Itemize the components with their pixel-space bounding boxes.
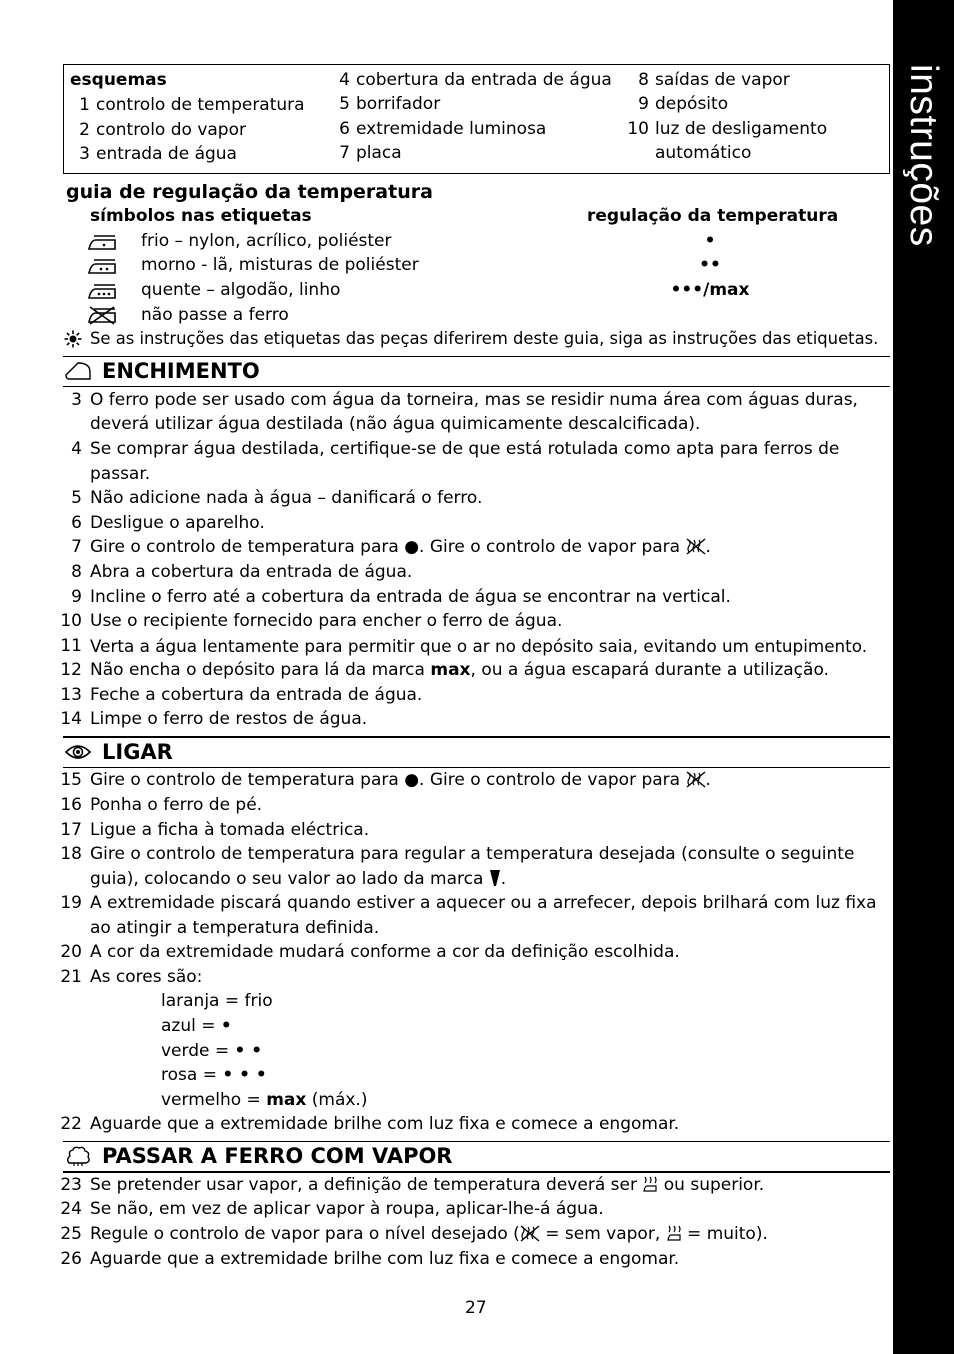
scheme-num: 8 bbox=[638, 70, 649, 90]
item-text: Feche a cobertura da entrada de água. bbox=[90, 685, 423, 705]
scheme-num: 2 bbox=[79, 120, 90, 140]
item-number: 9 bbox=[71, 587, 82, 607]
scheme-label: extremidade luminosa bbox=[356, 119, 547, 139]
item-number: 24 bbox=[60, 1199, 82, 1219]
eye-icon bbox=[64, 741, 92, 763]
item-text: passar. bbox=[90, 464, 151, 484]
scheme-label: placa bbox=[356, 143, 402, 163]
item-text: guia), colocando o seu valor ao lado da marca . bbox=[90, 869, 507, 889]
item-text: Gire o controlo de temperatura para regular a temperatura desejada (consulte o seguinte bbox=[90, 844, 855, 864]
item-text: Use o recipiente fornecido para encher o ferro de água. bbox=[90, 611, 563, 631]
guide-row-label: não passe a ferro bbox=[141, 305, 289, 325]
color-line: vermelho = max (máx.) bbox=[161, 1090, 368, 1110]
steam-off-icon bbox=[686, 537, 706, 555]
item-number: 19 bbox=[60, 893, 82, 913]
item-text: A extremidade piscará quando estiver a aquecer ou a arrefecer, depois brilhará com luz fixa bbox=[90, 893, 877, 913]
item-text: Abra a cobertura da entrada de água. bbox=[90, 562, 413, 582]
guide-col-symbols: símbolos nas etiquetas bbox=[90, 206, 312, 226]
item-text: Regule o controlo de vapor para o nível desejado ( = sem vapor, = muito). bbox=[90, 1224, 768, 1244]
iron-two-dots-icon bbox=[86, 256, 118, 276]
item-number: 10 bbox=[60, 611, 82, 631]
guide-row-setting: • bbox=[704, 231, 716, 251]
item-text: Não encha o depósito para lá da marca max, ou a água escapará durante a utilização. bbox=[90, 660, 829, 680]
steam-level-icon bbox=[642, 1175, 658, 1193]
item-text: Se não, em vez de aplicar vapor à roupa, aplicar-lhe-á água. bbox=[90, 1199, 604, 1219]
item-text: Aguarde que a extremidade brilhe com luz fixa e comece a engomar. bbox=[90, 1249, 680, 1269]
item-number: 5 bbox=[71, 488, 82, 508]
dot-icon: ● bbox=[404, 770, 420, 790]
section-title-steam: PASSAR A FERRO COM VAPOR bbox=[102, 1144, 453, 1168]
item-number: 15 bbox=[60, 770, 82, 790]
steam-max-icon bbox=[666, 1224, 682, 1242]
item-text: Desligue o aparelho. bbox=[90, 513, 265, 533]
item-text: Ponha o ferro de pé. bbox=[90, 795, 263, 815]
item-number: 20 bbox=[60, 942, 82, 962]
item-number: 11 bbox=[60, 636, 82, 656]
item-text: ao atingir a temperatura definida. bbox=[90, 918, 380, 938]
item-text: O ferro pode ser usado com água da torneira, mas se residir numa área com águas duras, bbox=[90, 390, 858, 410]
item-number: 8 bbox=[71, 562, 82, 582]
item-number: 21 bbox=[60, 967, 82, 987]
schemes-title: esquemas bbox=[70, 70, 167, 90]
mark-indicator-icon bbox=[489, 869, 501, 887]
steam-off-icon bbox=[686, 770, 706, 788]
sun-icon bbox=[64, 330, 82, 348]
item-text: As cores são: bbox=[90, 967, 203, 987]
iron-crossed-icon bbox=[86, 305, 118, 325]
item-number: 13 bbox=[60, 685, 82, 705]
item-text: Ligue a ficha à tomada eléctrica. bbox=[90, 820, 370, 840]
section-divider bbox=[63, 386, 890, 387]
scheme-label: luz de desligamento bbox=[655, 119, 828, 139]
item-text: Se pretender usar vapor, a definição de temperatura deverá ser ou superior. bbox=[90, 1175, 765, 1195]
sidebar-title: instruções bbox=[902, 64, 945, 247]
scheme-label: depósito bbox=[655, 94, 729, 114]
scheme-num: 6 bbox=[339, 119, 350, 139]
item-text: Gire o controlo de temperatura para ●. Gire o controlo de vapor para . bbox=[90, 770, 711, 790]
item-text: Verta a água lentamente para permitir que o ar no depósito saia, evitando um entupimento. bbox=[90, 636, 868, 656]
scheme-label: cobertura da entrada de água bbox=[356, 70, 612, 90]
scheme-label: controlo do vapor bbox=[96, 120, 246, 140]
sidebar bbox=[893, 0, 954, 1354]
item-number: 17 bbox=[60, 820, 82, 840]
item-text: Limpe o ferro de restos de água. bbox=[90, 709, 368, 729]
dot-icon: ● bbox=[404, 537, 420, 557]
iron-three-dots-icon bbox=[86, 281, 118, 301]
section-title-on: LIGAR bbox=[102, 740, 173, 764]
section-title-filling: ENCHIMENTO bbox=[102, 359, 260, 383]
guide-note: Se as instruções das etiquetas das peças diferirem deste guia, siga as instruções das etiquetas. bbox=[90, 329, 879, 348]
item-text: Incline o ferro até a cobertura da entrada de água se encontrar na vertical. bbox=[90, 587, 731, 607]
guide-row-label: quente – algodão, linho bbox=[141, 280, 341, 300]
scheme-num: 5 bbox=[339, 94, 350, 114]
item-number: 22 bbox=[60, 1114, 82, 1134]
guide-row-setting: •••/max bbox=[670, 280, 750, 300]
item-text: Não adicione nada à água – danificará o ferro. bbox=[90, 488, 483, 508]
water-drop-icon bbox=[64, 360, 92, 382]
section-divider bbox=[63, 736, 890, 738]
scheme-label: saídas de vapor bbox=[655, 70, 790, 90]
scheme-num: 3 bbox=[79, 144, 90, 164]
item-number: 23 bbox=[60, 1175, 82, 1195]
color-line: azul = • bbox=[161, 1016, 232, 1036]
iron-one-dot-icon bbox=[86, 232, 118, 252]
scheme-num: 4 bbox=[339, 70, 350, 90]
item-number: 7 bbox=[71, 537, 82, 557]
item-text: Aguarde que a extremidade brilhe com luz fixa e comece a engomar. bbox=[90, 1114, 680, 1134]
color-line: rosa = • • • bbox=[161, 1065, 267, 1085]
item-number: 26 bbox=[60, 1249, 82, 1269]
item-text: deverá utilizar água destilada (não água quimicamente descalcificada). bbox=[90, 414, 701, 434]
item-text: Se comprar água destilada, certifique-se de que está rotulada como apta para ferros de bbox=[90, 439, 840, 459]
guide-row-label: morno - lã, misturas de poliéster bbox=[141, 255, 419, 275]
item-number: 18 bbox=[60, 844, 82, 864]
item-number: 6 bbox=[71, 513, 82, 533]
item-number: 14 bbox=[60, 709, 82, 729]
scheme-label: controlo de temperatura bbox=[96, 95, 305, 115]
steam-off-icon bbox=[520, 1224, 540, 1242]
guide-col-setting: regulação da temperatura bbox=[587, 206, 839, 226]
guide-title: guia de regulação da temperatura bbox=[66, 181, 433, 203]
item-text: Gire o controlo de temperatura para ●. Gire o controlo de vapor para . bbox=[90, 537, 711, 557]
color-line: laranja = frio bbox=[161, 991, 273, 1011]
item-number: 12 bbox=[60, 660, 82, 680]
item-number: 3 bbox=[71, 390, 82, 410]
scheme-num: 10 bbox=[627, 119, 649, 139]
item-number: 4 bbox=[71, 439, 82, 459]
scheme-label: automático bbox=[655, 143, 752, 163]
steam-icon bbox=[64, 1145, 92, 1167]
scheme-label: borrifador bbox=[356, 94, 441, 114]
scheme-label: entrada de água bbox=[96, 144, 237, 164]
item-text: A cor da extremidade mudará conforme a cor da definição escolhida. bbox=[90, 942, 680, 962]
guide-row-label: frio – nylon, acrílico, poliéster bbox=[141, 231, 392, 251]
item-number: 16 bbox=[60, 795, 82, 815]
guide-row-setting: •• bbox=[699, 255, 721, 275]
scheme-num: 9 bbox=[638, 94, 649, 114]
color-line: verde = • • bbox=[161, 1041, 263, 1061]
scheme-num: 7 bbox=[339, 143, 350, 163]
page-number: 27 bbox=[465, 1298, 487, 1318]
scheme-num: 1 bbox=[79, 95, 90, 115]
item-number: 25 bbox=[60, 1224, 82, 1244]
